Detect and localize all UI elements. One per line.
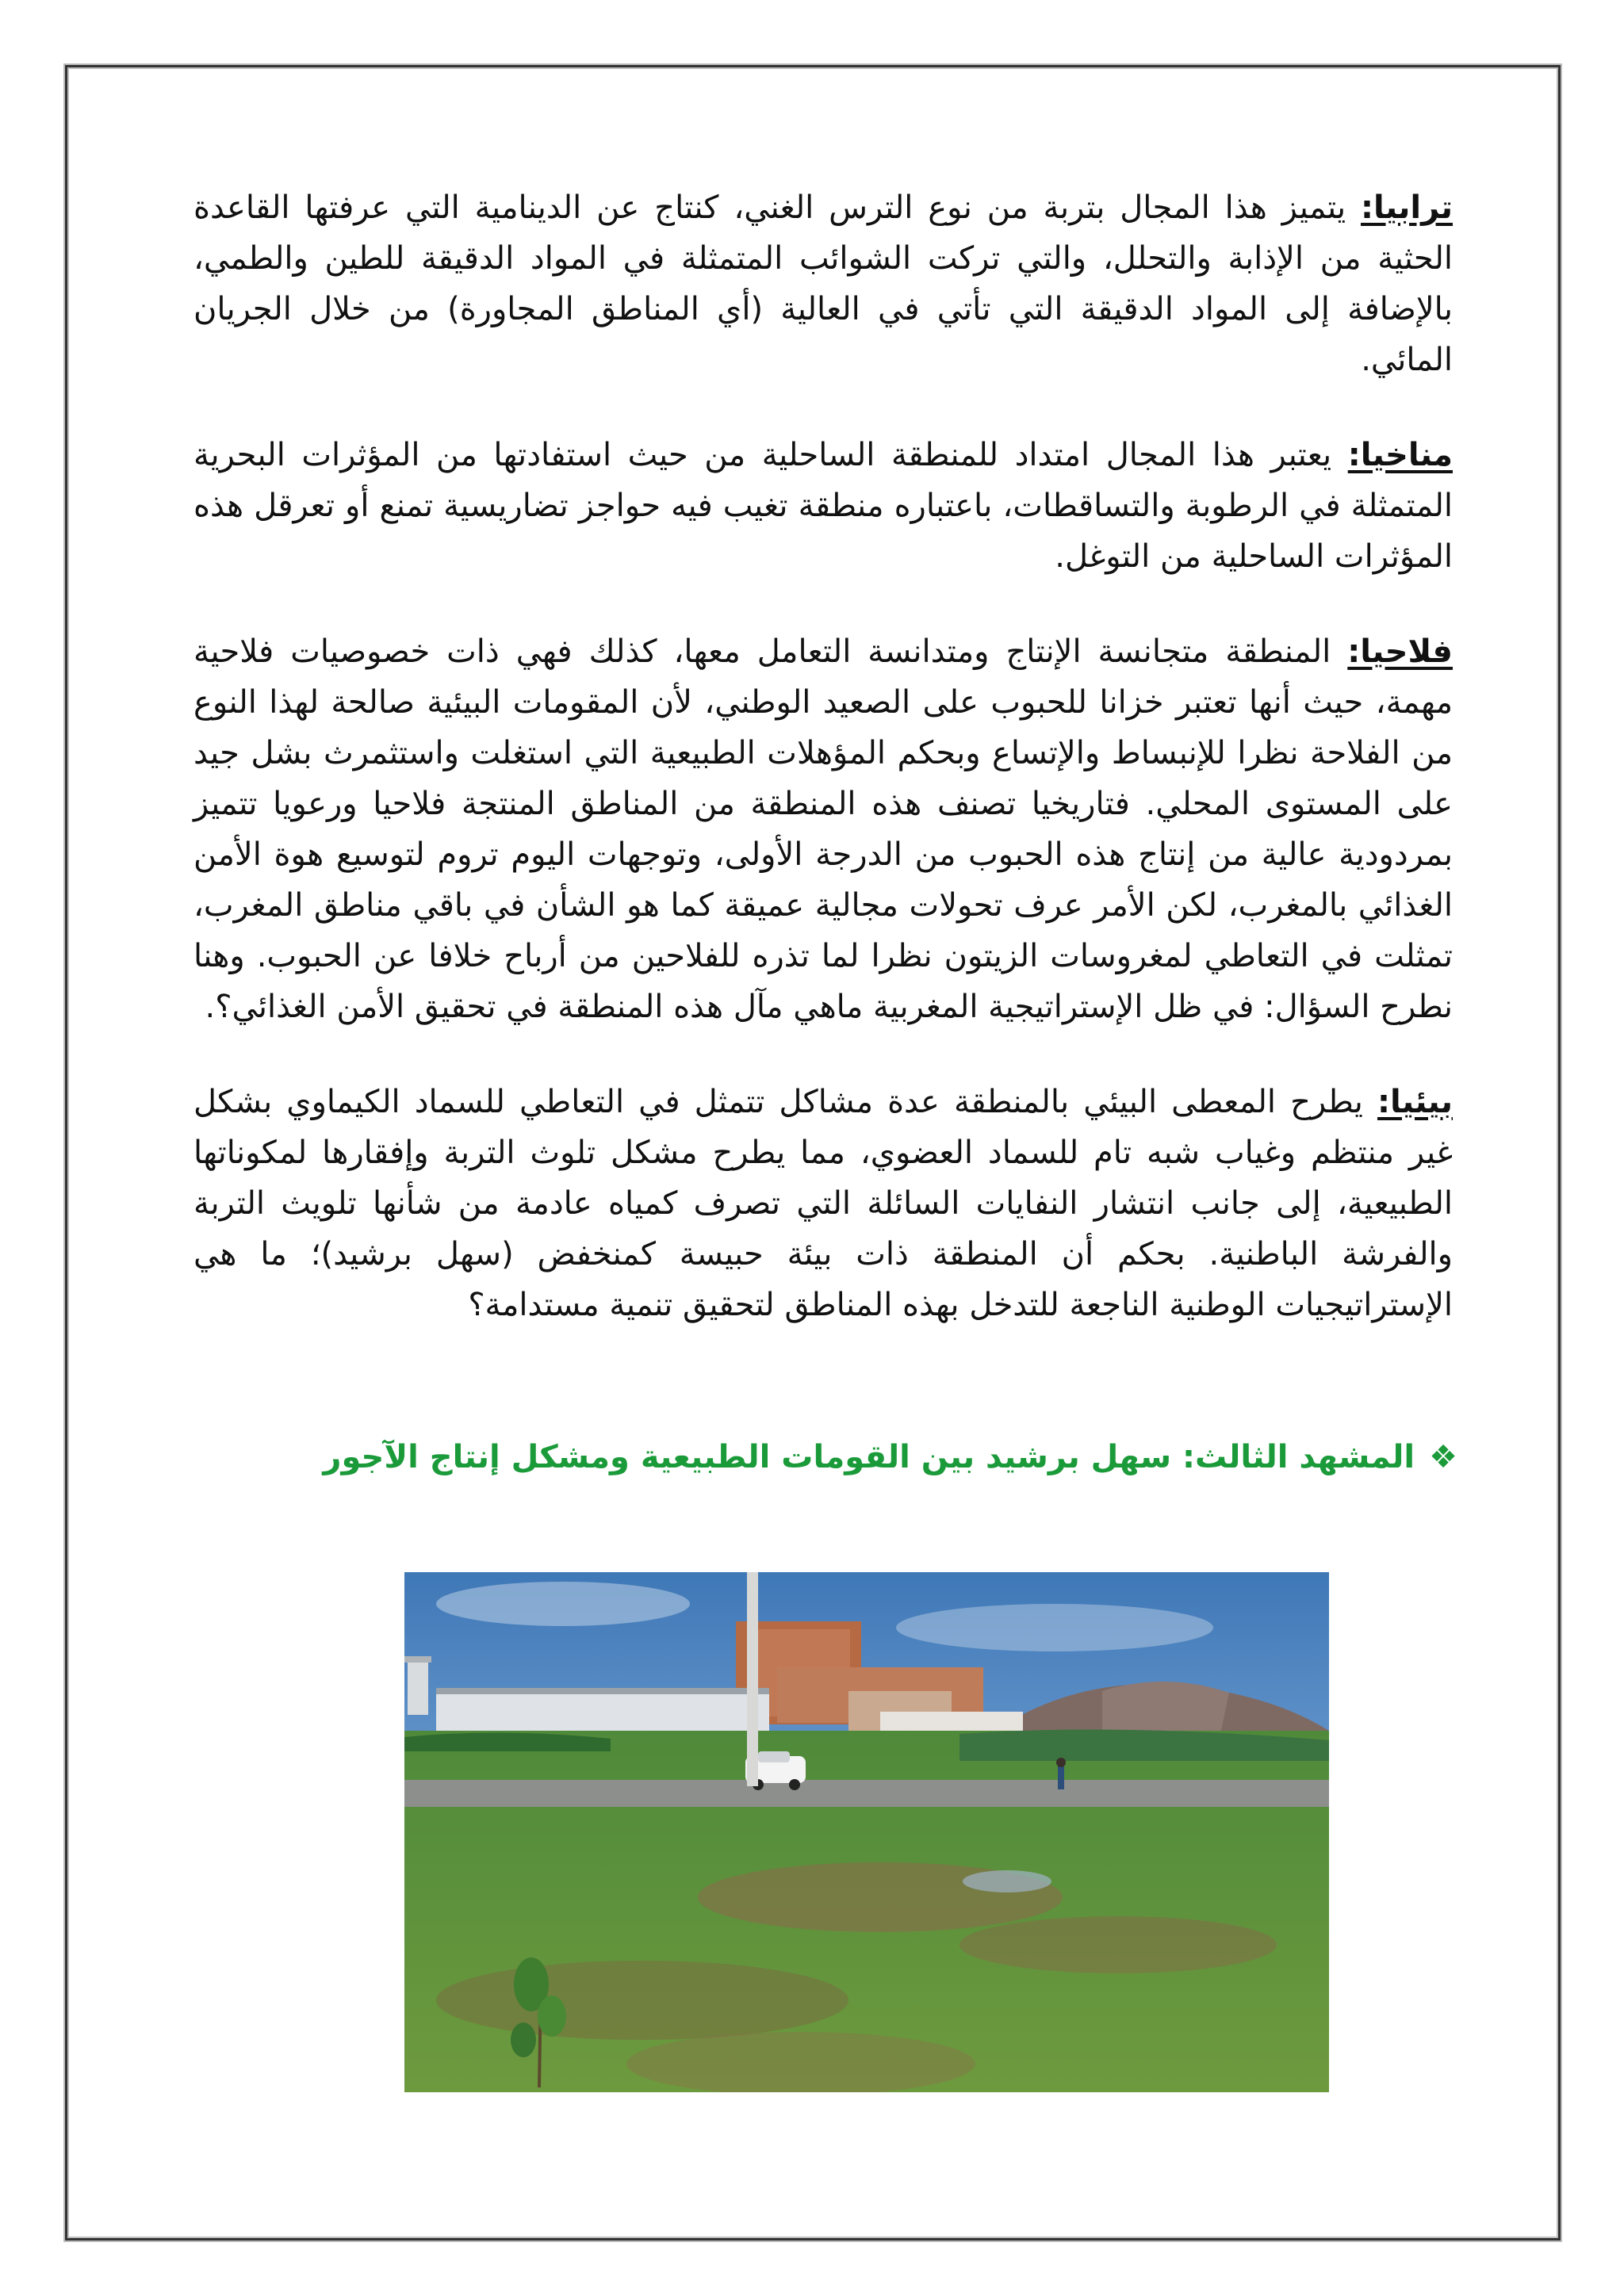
paragraph-text: المنطقة متجانسة الإنتاج ومتدانسة التعامل معها، كذلك فهي ذات خصوصيات فلاحية مهمة، حيث أنها تعتبر خزانا للحبوب على الصعيد الوطني، لأن المقومات البيئية صالحة لهذا النوع من الفلاحة نظرا للإنبساط والإتساع وبحكم المؤهلات الطبيعية التي استغلت واستثمرث بشل جيد على المستوى المحلي. فتاريخيا تصنف هذه المنطقة من المناطق المنتجة فلاحيا ورعويا تتميز بمردودية عالية من إنتاج هذه الحبوب من الدرجة الأولى، وتوجهات اليوم تروم لتوسيع هوة الأمن الغذائي بالمغرب، لكن الأمر عرف تحولات مجالية عميقة كما هو الشأن في باقي مناطق المغرب، تمثلت في التعاطي لمغروسات الزيتون نظرا لما تذره للفلاحين من أرباح خلافا عن الحبوب. وهنا نطرح السؤال: في ظل الإستراتيجية المغربية ماهي مآل هذه المنطقة في تحقيق الأمن الغذائي؟. [193, 633, 1453, 1025]
paragraph-text: يعتبر هذا المجال امتداد للمنطقة الساحلية من حيث استفادتها من المؤثرات البحرية المتمثلة في الرطوبة والتساقطات، باعتباره منطقة تغيب فيه حواجز تضاريسية تمنع أو تعرقل هذه المؤثرات الساحلية من التوغل. [193, 437, 1453, 575]
paragraph-environment [193, 1077, 1453, 1330]
paragraph-text: يطرح المعطى البيئي بالمنطقة عدة مشاكل تتمثل في التعاطي للسماد الكيماوي بشكل غير منتظم وغياب شبه تام للسماد العضوي، مما يطرح مشكل تلوث التربة وإفقارها لمكوناتها الطبيعية، إلى جانب انتشار النفايات السائلة التي تصرف كمياه عادمة من شأنها تلويث التربة والفرشة الباطنية. بحكم أن المنطقة ذات بيئة حبيسة كمنخفض (سهل برشيد)؛ ما هي الإستراتيجيات الوطنية الناجعة للتدخل بهذه المناطق لتحقيق تنمية مستدامة؟ [193, 1084, 1453, 1323]
paragraph-climate [193, 430, 1453, 582]
section-heading [323, 1433, 1457, 1481]
landscape-photo [404, 1572, 1329, 2092]
paragraph-lead: مناخيا: [1347, 437, 1453, 473]
paragraph-lead: فلاحيا: [1347, 633, 1453, 670]
section-heading-text: المشهد الثالث: سهل برشيد بين القومات الطبيعية ومشكل إنتاج الآجور [323, 1439, 1415, 1475]
paragraph-soil [193, 182, 1453, 385]
diamond-bullet-icon: ❖ [1429, 1439, 1457, 1475]
document-body [193, 182, 1453, 1375]
paragraph-agriculture [193, 626, 1453, 1032]
paragraph-text: يتميز هذا المجال بتربة من نوع الترس الغني، كنتاج عن الدينامية التي عرفتها القاعدة الحثية من الإذابة والتحلل، والتي تركت الشوائب المتمثلة في المواد الدقيقة للطين والطمي، بالإضافة إلى المواد الدقيقة التي تأتي في العالية (أي المناطق المجاورة) من خلال الجريان المائي. [193, 189, 1453, 378]
paragraph-lead: ترابيا: [1361, 189, 1453, 226]
paragraph-lead: بيئيا: [1377, 1084, 1453, 1120]
